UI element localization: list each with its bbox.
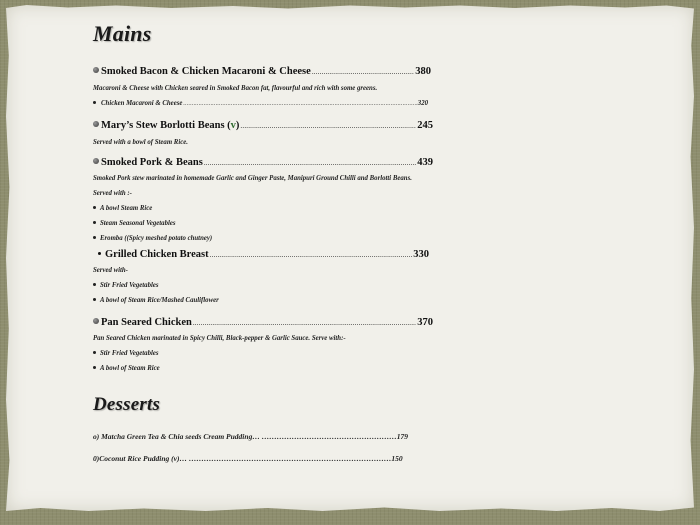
dot-leader: [240, 122, 416, 130]
item-option-row: [93, 100, 428, 107]
item-name-suffix: ): [235, 120, 240, 131]
dessert-item: 0)Coconut Rice Pudding (v)… ………………………………………………………………………150: [93, 454, 403, 463]
item-name: [101, 120, 239, 131]
served-with-label: Served with :-: [93, 190, 132, 197]
side-item: [93, 297, 219, 304]
bullet-icon: [93, 298, 96, 301]
bullet-icon: [93, 236, 96, 239]
bullet-small-icon: [98, 252, 101, 255]
side-item-label: A bowl Steam Rice: [100, 205, 153, 212]
side-item: [93, 282, 159, 289]
bullet-icon: [93, 158, 99, 164]
item-description: Macaroni & Cheese with Chicken seared in Smoked Bacon fat, flavourful and rich with some greens.: [93, 85, 378, 92]
bullet-icon: [93, 67, 99, 73]
dot-leader: [204, 159, 416, 167]
served-with-label: Served with-: [93, 267, 128, 274]
dot-leader: [193, 319, 416, 327]
menu-item-smoked-bacon-chicken-mac: [93, 66, 431, 77]
vegetarian-mark: v: [230, 120, 236, 131]
side-item-label: A bowl of Steam Rice: [100, 365, 160, 372]
dessert-item: o) Matcha Green Tea & Chia seeds Cream Pudding… ………………………………………………179: [93, 432, 408, 441]
mains-heading: Mains: [93, 21, 152, 46]
item-price: 439: [417, 157, 433, 168]
side-item-label: A bowl of Steam Rice/Mashed Cauliflower: [100, 297, 219, 304]
menu-item-marys-stew-borlotti-beans: [93, 120, 433, 131]
side-item: [93, 220, 176, 227]
menu-item-grilled-chicken-breast: [93, 249, 429, 260]
dot-leader: [183, 101, 416, 107]
item-name: Smoked Pork & Beans: [101, 157, 203, 168]
side-item-label: Eromba ((Spicy meshed potato chutney): [100, 235, 213, 242]
bullet-icon: [93, 101, 96, 104]
bullet-icon: [93, 351, 96, 354]
item-description: Smoked Pork stew marinated in homemade Garlic and Ginger Paste, Manipuri Ground Chilli and Borlotti Beans.: [93, 175, 412, 182]
bullet-icon: [93, 318, 99, 324]
side-item: [93, 205, 152, 212]
item-name: Grilled Chicken Breast: [105, 249, 209, 260]
item-name: Smoked Bacon & Chicken Macaroni & Cheese: [101, 66, 311, 77]
side-item-label: Stir Fried Vegetables: [100, 282, 159, 289]
side-item: [93, 350, 159, 357]
side-item: [93, 235, 212, 242]
bullet-icon: [93, 221, 96, 224]
bullet-icon: [93, 206, 96, 209]
option-name: Chicken Macaroni & Cheese: [101, 100, 183, 107]
item-description: Served with a bowl of Steam Rice.: [93, 139, 188, 146]
menu-item-pan-seared-chicken: [93, 317, 433, 328]
side-item: [93, 365, 160, 372]
side-item-label: Steam Seasonal Vegetables: [100, 220, 176, 227]
menu-item-smoked-pork-beans: [93, 157, 433, 168]
item-name-prefix: Mary’s Stew Borlotti Beans (: [101, 120, 231, 131]
item-price: 330: [413, 249, 429, 260]
dot-leader: [312, 68, 414, 76]
bullet-icon: [93, 121, 99, 127]
bullet-icon: [93, 283, 96, 286]
item-price: 245: [417, 120, 433, 131]
item-price: 370: [417, 317, 433, 328]
desserts-heading: Desserts: [93, 394, 161, 415]
item-price: 380: [415, 66, 431, 77]
item-name: Pan Seared Chicken: [101, 317, 192, 328]
dot-leader: [210, 251, 413, 259]
option-price: 320: [417, 100, 428, 107]
item-description: Pan Seared Chicken marinated in Spicy Chilli, Black-pepper & Garlic Sauce. Serve with:-: [93, 335, 346, 342]
bullet-icon: [93, 366, 96, 369]
side-item-label: Stir Fried Vegetables: [100, 350, 159, 357]
